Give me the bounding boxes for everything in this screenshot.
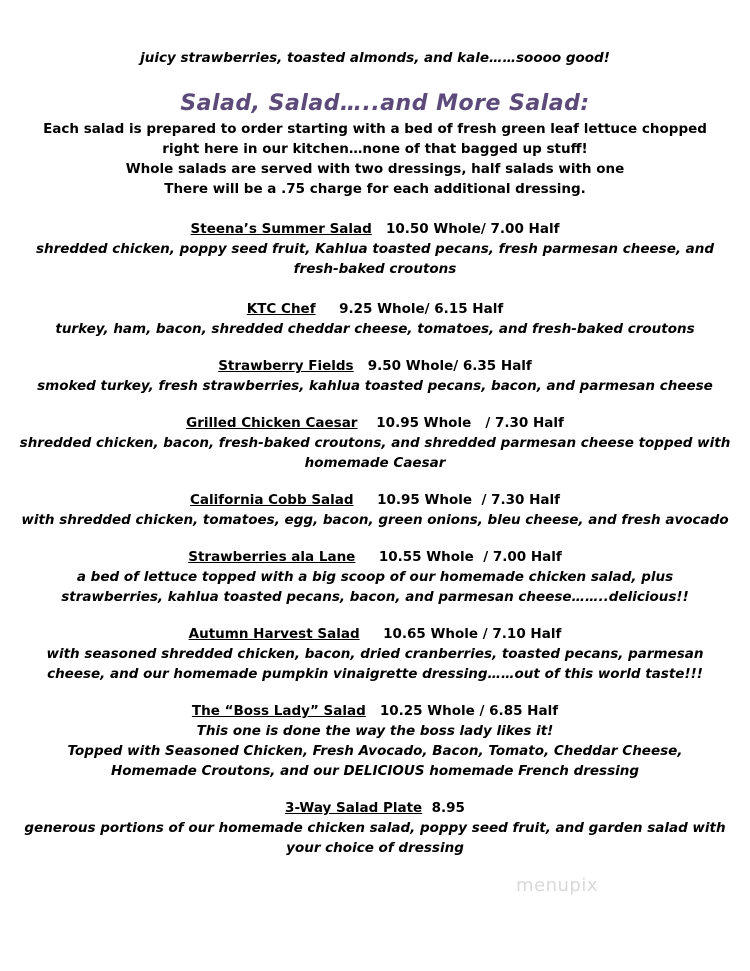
menu-item-name: The “Boss Lady” Salad (191, 703, 366, 719)
menu-item-header (0, 219, 750, 239)
intro-line: Whole salads are served with two dressings, half salads with one (125, 161, 625, 177)
menu-item-name: California Cobb Salad (190, 492, 354, 508)
menu-item-desc: This one is done the way the boss lady likes it! (196, 723, 554, 739)
menu-item-name: 3-Way Salad Plate (285, 800, 423, 816)
menu-item-header (0, 356, 750, 376)
menu-item-header (0, 299, 750, 319)
menu-item-desc: homemade Caesar (304, 455, 446, 471)
section-title: Salad, Salad…..and More Salad: (180, 91, 590, 116)
intro-line: right here in our kitchen…none of that bagged up stuff! (162, 141, 588, 157)
menu-item-desc: Homemade Croutons, and our DELICIOUS homemade French dressing (110, 763, 640, 779)
menu-item-desc: Topped with Seasoned Chicken, Fresh Avocado, Bacon, Tomato, Cheddar Cheese, (67, 743, 683, 759)
menu-item-name: Strawberries ala Lane (188, 549, 356, 565)
menu-item-desc: a bed of lettuce topped with a big scoop of our homemade chicken salad, plus (76, 569, 674, 585)
menu-item-desc: generous portions of our homemade chicken salad, poppy seed fruit, and garden salad with (24, 820, 726, 836)
menu-item-header (0, 547, 750, 567)
menu-item-price: 10.65 Whole / 7.10 Half (383, 626, 562, 642)
menu-item-name: Strawberry Fields (218, 358, 354, 374)
menu-item-desc: smoked turkey, fresh strawberries, kahlua toasted pecans, bacon, and parmesan cheese (37, 378, 713, 394)
menu-item-price: 9.50 Whole/ 6.35 Half (367, 358, 532, 374)
menu-item-desc: turkey, ham, bacon, shredded cheddar cheese, tomatoes, and fresh-baked croutons (55, 321, 695, 337)
intro-tail-text: juicy strawberries, toasted almonds, and kale……soooo good! (140, 50, 610, 66)
menu-item-price: 9.25 Whole/ 6.15 Half (339, 301, 504, 317)
intro-line: There will be a .75 charge for each additional dressing. (164, 181, 586, 197)
menu-item-price: 10.25 Whole / 6.85 Half (379, 703, 559, 719)
menu-item-price: 10.95 Whole / 7.30 Half (376, 415, 564, 431)
menu-item-header (0, 413, 750, 433)
menu-item-desc: cheese, and our homemade pumpkin vinaigrette dressing……out of this world taste!!! (47, 666, 703, 682)
menu-item-price: 10.50 Whole/ 7.00 Half (385, 221, 560, 237)
menu-item-desc: with shredded chicken, tomatoes, egg, bacon, green onions, bleu cheese, and fresh avocado (21, 512, 729, 528)
menu-item-name: Steena’s Summer Salad (190, 221, 372, 237)
menu-item-desc: shredded chicken, poppy seed fruit, Kahlua toasted pecans, fresh parmesan cheese, and (35, 241, 715, 257)
menu-item-price: 10.95 Whole / 7.30 Half (377, 492, 560, 508)
menu-item-name: Grilled Chicken Caesar (186, 415, 358, 431)
menu-item-header (0, 798, 750, 818)
menu-item-header (0, 701, 750, 721)
menu-item-desc: strawberries, kahlua toasted pecans, bacon, and parmesan cheese……..delicious!! (61, 589, 689, 605)
menu-item-desc: shredded chicken, bacon, fresh-baked croutons, and shredded parmesan cheese topped with (19, 435, 731, 451)
intro-line: Each salad is prepared to order starting with a bed of fresh green leaf lettuce chopped (43, 121, 707, 137)
menu-item-header (0, 490, 750, 510)
menu-item-name: KTC Chef (246, 301, 316, 317)
menu-item-price: 10.55 Whole / 7.00 Half (378, 549, 562, 565)
menu-item-desc: with seasoned shredded chicken, bacon, dried cranberries, toasted pecans, parmesan (46, 646, 704, 662)
menupix-watermark: menupix (516, 875, 599, 896)
menu-item-desc: fresh-baked croutons (293, 261, 457, 277)
menu-item-header (0, 624, 750, 644)
menu-item-price: 8.95 (431, 800, 465, 816)
menu-item-name: Autumn Harvest Salad (188, 626, 360, 642)
menu-item-desc: your choice of dressing (286, 840, 464, 856)
